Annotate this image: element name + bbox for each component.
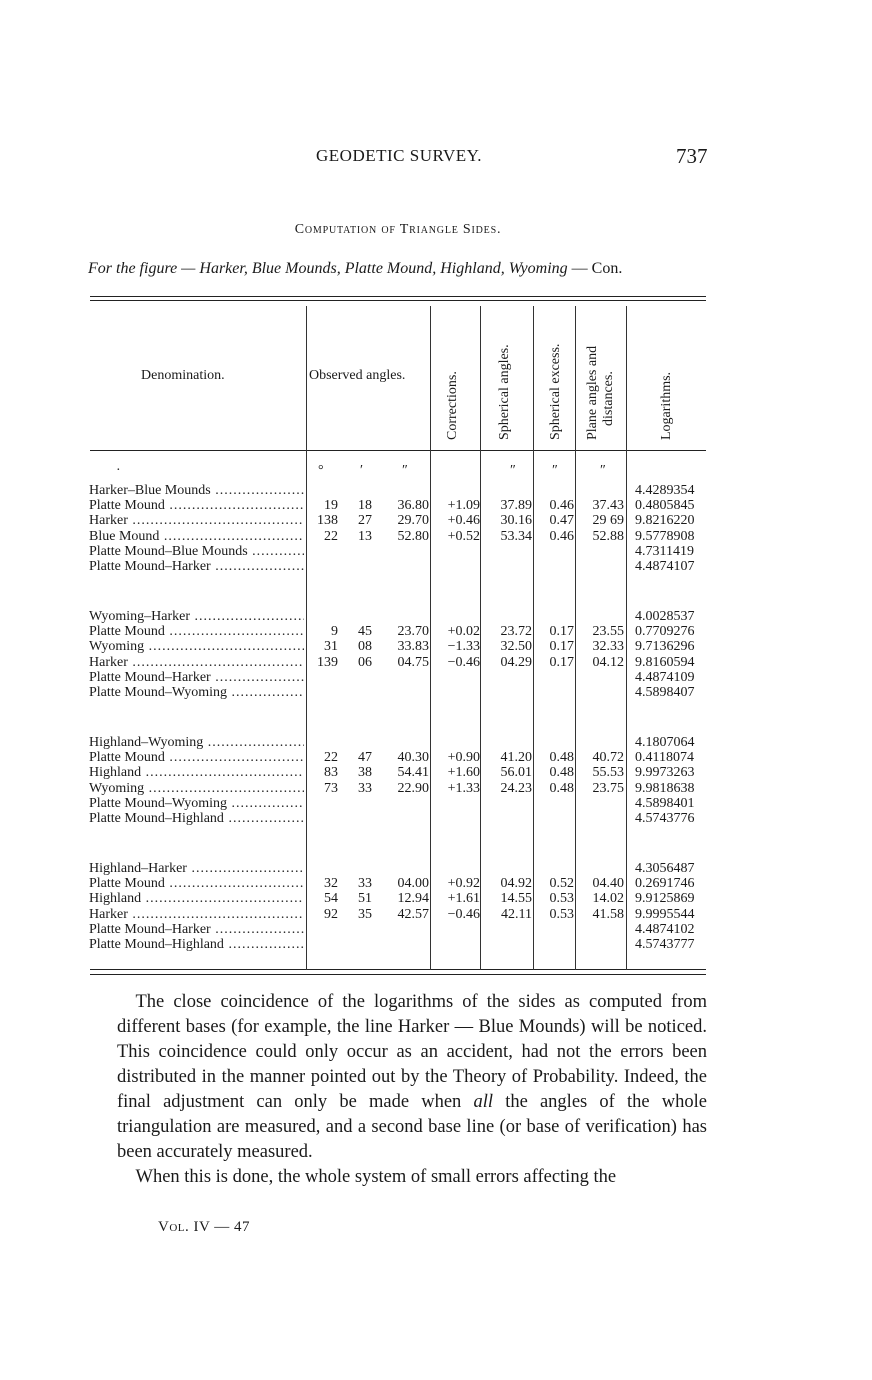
table-bottom-rule-2: [90, 974, 706, 975]
header-spherical-excess: Spherical excess.: [548, 343, 563, 440]
logarithm: 4.4874107: [635, 559, 695, 574]
paragraph-1-text-end: the angles of the whole triangulation are measured, and a second base line (or base of verification) has been accurately measured.: [117, 1092, 707, 1162]
observed-degrees: 139: [317, 654, 338, 670]
second-mark: ″: [510, 463, 516, 478]
logarithm: 9.9818638: [635, 780, 695, 796]
spherical-excess: 0.47: [549, 513, 574, 529]
correction: +1.60: [447, 765, 480, 781]
logarithm: 4.3056487: [635, 861, 695, 876]
col-divider: [480, 306, 481, 970]
observed-degrees: 22: [324, 750, 338, 766]
observed-degrees: 83: [324, 765, 338, 781]
correction: −0.46: [447, 654, 480, 670]
observed-seconds: 12.94: [397, 891, 429, 907]
observed-degrees: 19: [324, 498, 338, 514]
observed-seconds: 04.00: [397, 876, 429, 892]
row-denomination: Highland–Harker .....: [89, 862, 304, 876]
paragraph-2-text: When this is done, the whole system of small errors affecting the: [135, 1167, 617, 1187]
row-denomination: Platte Mound .....: [89, 751, 304, 765]
observed-degrees: 9: [331, 624, 338, 640]
plane-angle: 41.58: [592, 906, 624, 922]
spherical-excess: 0.53: [549, 906, 574, 922]
observed-degrees: 73: [324, 780, 338, 796]
observed-seconds: 40.30: [397, 750, 429, 766]
spherical-excess: 0.46: [549, 498, 574, 514]
row-denomination: Highland .....: [89, 766, 304, 780]
observed-minutes: 18: [358, 498, 372, 514]
spherical-angle: 41.20: [500, 750, 532, 766]
row-denomination: Platte Mound–Highland .....: [89, 938, 304, 952]
spherical-angle: 14.55: [500, 891, 532, 907]
logarithm: 4.5743776: [635, 811, 695, 826]
header-corrections: Corrections.: [445, 371, 460, 440]
spherical-angle: 23.72: [500, 624, 532, 640]
spherical-angle: 56.01: [500, 765, 532, 781]
paragraph-1-text: The close coincidence of the logarithms of the sides as computed from different bases (for example, the line Harker — Blue Mounds) will be noticed. This coincidence could only occur as an accident, had not the errors been distributed in the manner pointed out by the Theory of Probability. Indeed, the final adjustment can only be made when: [117, 992, 707, 1112]
col-divider: [306, 306, 307, 970]
spherical-excess: 0.17: [549, 639, 574, 655]
subtitle-figure: For the figure — Harker, Blue Mounds, Platte Mound, Highland, Wyoming: [88, 260, 568, 277]
row-denomination: Platte Mound .....: [89, 499, 304, 513]
row-denomination: Platte Mound–Wyoming .....: [89, 686, 304, 700]
logarithm: 4.4289354: [635, 483, 695, 498]
paragraph-1-emphasis: all: [473, 1092, 494, 1112]
observed-degrees: 54: [324, 891, 338, 907]
plane-angle: 37.43: [592, 498, 624, 514]
observed-minutes: 33: [358, 780, 372, 796]
spherical-angle: 53.34: [500, 528, 532, 544]
second-mark: ″: [402, 463, 408, 478]
row-denomination: Platte Mound–Harker .....: [89, 560, 304, 574]
subtitle-continued: — Con.: [567, 260, 623, 277]
table-title: Computation of Triangle Sides.: [294, 222, 502, 237]
observed-degrees: 92: [324, 906, 338, 922]
observed-seconds: 52.80: [397, 528, 429, 544]
spherical-excess: 0.48: [549, 750, 574, 766]
logarithm: 0.2691746: [635, 876, 695, 892]
spherical-angle: 37.89: [500, 498, 532, 514]
correction: +0.52: [447, 528, 480, 544]
observed-degrees: 138: [317, 513, 338, 529]
observed-seconds: 29.70: [397, 513, 429, 529]
paragraph-2: [117, 1165, 707, 1190]
spherical-excess: 0.52: [549, 876, 574, 892]
logarithm: 9.9995544: [635, 906, 695, 922]
row-denomination: Platte Mound–Harker .....: [89, 671, 304, 685]
col-divider: [533, 306, 534, 970]
observed-seconds: 23.70: [397, 624, 429, 640]
table-subtitle: [88, 260, 622, 278]
observed-seconds: 36.80: [397, 498, 429, 514]
logarithm: 4.7311419: [635, 543, 694, 559]
header-plane-angles: Plane angles and: [585, 345, 600, 440]
row-denomination: Platte Mound–Harker .....: [89, 923, 304, 937]
row-denomination: Harker .....: [89, 656, 304, 670]
logarithm: 4.0028537: [635, 609, 695, 624]
table-top-rule: [90, 296, 706, 297]
row-denomination: Platte Mound .....: [89, 625, 304, 639]
spherical-excess: 0.17: [549, 654, 574, 670]
logarithm: 9.8216220: [635, 513, 695, 529]
table-top-rule-2: [90, 300, 706, 301]
observed-seconds: 22.90: [397, 780, 429, 796]
row-denomination: Highland–Wyoming .....: [89, 736, 304, 750]
degree-mark: °: [318, 463, 324, 478]
spherical-angle: 24.23: [500, 780, 532, 796]
observed-minutes: 27: [358, 513, 372, 529]
paragraph-1: [117, 990, 707, 1165]
spherical-excess: 0.17: [549, 624, 574, 640]
spherical-angle: 30.16: [500, 513, 532, 529]
header-distances: distances.: [601, 371, 616, 426]
spherical-angle: 04.92: [500, 876, 532, 892]
row-denomination: Platte Mound–Highland .....: [89, 812, 304, 826]
plane-angle: 14.02: [592, 891, 624, 907]
plane-angle: 40.72: [592, 750, 624, 766]
correction: +1.61: [447, 891, 480, 907]
col-divider: [430, 306, 431, 970]
header-logarithms: Logarithms.: [659, 371, 674, 440]
header-denomination: Denomination.: [141, 368, 225, 383]
logarithm: 4.5898407: [635, 685, 695, 700]
observed-minutes: 08: [358, 639, 372, 655]
correction: −0.46: [447, 906, 480, 922]
minute-mark: ′: [360, 463, 364, 478]
row-denomination: Harker .....: [89, 514, 304, 528]
observed-seconds: 54.41: [397, 765, 429, 781]
row-denomination: Harker–Blue Mounds .....: [89, 484, 304, 498]
logarithm: 9.5778908: [635, 528, 695, 544]
logarithm: 4.4874109: [635, 669, 695, 685]
row-denomination: Blue Mound .....: [89, 530, 304, 544]
logarithm: 9.8160594: [635, 654, 695, 670]
correction: +0.90: [447, 750, 480, 766]
plane-angle: 23.55: [592, 624, 624, 640]
row-denomination: Platte Mound–Wyoming .....: [89, 797, 304, 811]
correction: −1.33: [447, 639, 480, 655]
spherical-excess: 0.46: [549, 528, 574, 544]
observed-minutes: 35: [358, 906, 372, 922]
observed-seconds: 04.75: [397, 654, 429, 670]
header-bottom-rule: [90, 450, 706, 451]
plane-angle: 32.33: [592, 639, 624, 655]
running-title: GEODETIC SURVEY.: [316, 146, 482, 165]
observed-minutes: 47: [358, 750, 372, 766]
col-divider: [626, 306, 627, 970]
logarithm: 0.4118074: [635, 750, 694, 766]
plane-angle: 04.12: [592, 654, 624, 670]
correction: +0.92: [447, 876, 480, 892]
observed-minutes: 13: [358, 528, 372, 544]
logarithm: 0.7709276: [635, 624, 695, 640]
plane-angle: 55.53: [592, 765, 624, 781]
row-denomination: Wyoming–Harker .....: [89, 610, 304, 624]
spherical-excess: 0.48: [549, 780, 574, 796]
logarithm: 4.1807064: [635, 735, 695, 750]
row-denomination: Platte Mound–Blue Mounds .....: [89, 545, 304, 559]
logarithm: 9.7136296: [635, 639, 695, 655]
spherical-angle: 42.11: [501, 906, 532, 922]
logarithm: 0.4805845: [635, 498, 695, 514]
spherical-excess: 0.53: [549, 891, 574, 907]
logarithm: 4.5898401: [635, 795, 695, 811]
col-divider: [575, 306, 576, 970]
page-number: 737: [676, 144, 708, 168]
logarithm: 9.9973263: [635, 765, 695, 781]
spherical-angle: 04.29: [500, 654, 532, 670]
correction: +0.02: [447, 624, 480, 640]
spherical-excess: 0.48: [549, 765, 574, 781]
observed-minutes: 45: [358, 624, 372, 640]
row-denomination: Wyoming .....: [89, 782, 304, 796]
observed-minutes: 51: [358, 891, 372, 907]
observed-seconds: 33.83: [397, 639, 429, 655]
correction: +1.33: [447, 780, 480, 796]
observed-degrees: 31: [324, 639, 338, 655]
row-denomination: Harker .....: [89, 908, 304, 922]
volume-signature: Vol. IV — 47: [158, 1219, 251, 1235]
table-bottom-rule: [90, 969, 706, 970]
logarithm: 4.5743777: [635, 937, 695, 952]
correction: +1.09: [447, 498, 480, 514]
plane-angle: 52.88: [592, 528, 624, 544]
plane-angle: 04.40: [592, 876, 624, 892]
second-mark: ″: [552, 463, 558, 478]
observed-degrees: 32: [324, 876, 338, 892]
header-observed-angles: Observed angles.: [309, 368, 406, 383]
logarithm: 4.4874102: [635, 921, 695, 937]
plane-angle: 23.75: [592, 780, 624, 796]
header-spherical-angles: Spherical angles.: [497, 344, 512, 440]
logarithm: 9.9125869: [635, 891, 695, 907]
body-text: [117, 990, 707, 1190]
observed-minutes: 38: [358, 765, 372, 781]
row-denomination: Wyoming .....: [89, 640, 304, 654]
correction: +0.46: [447, 513, 480, 529]
plane-angle: 29 69: [592, 513, 624, 529]
observed-minutes: 33: [358, 876, 372, 892]
row-denomination: Highland .....: [89, 892, 304, 906]
second-mark: ″: [600, 463, 606, 478]
observed-seconds: 42.57: [397, 906, 429, 922]
spherical-angle: 32.50: [500, 639, 532, 655]
row-denomination: Platte Mound .....: [89, 877, 304, 891]
observed-minutes: 06: [358, 654, 372, 670]
observed-degrees: 22: [324, 528, 338, 544]
